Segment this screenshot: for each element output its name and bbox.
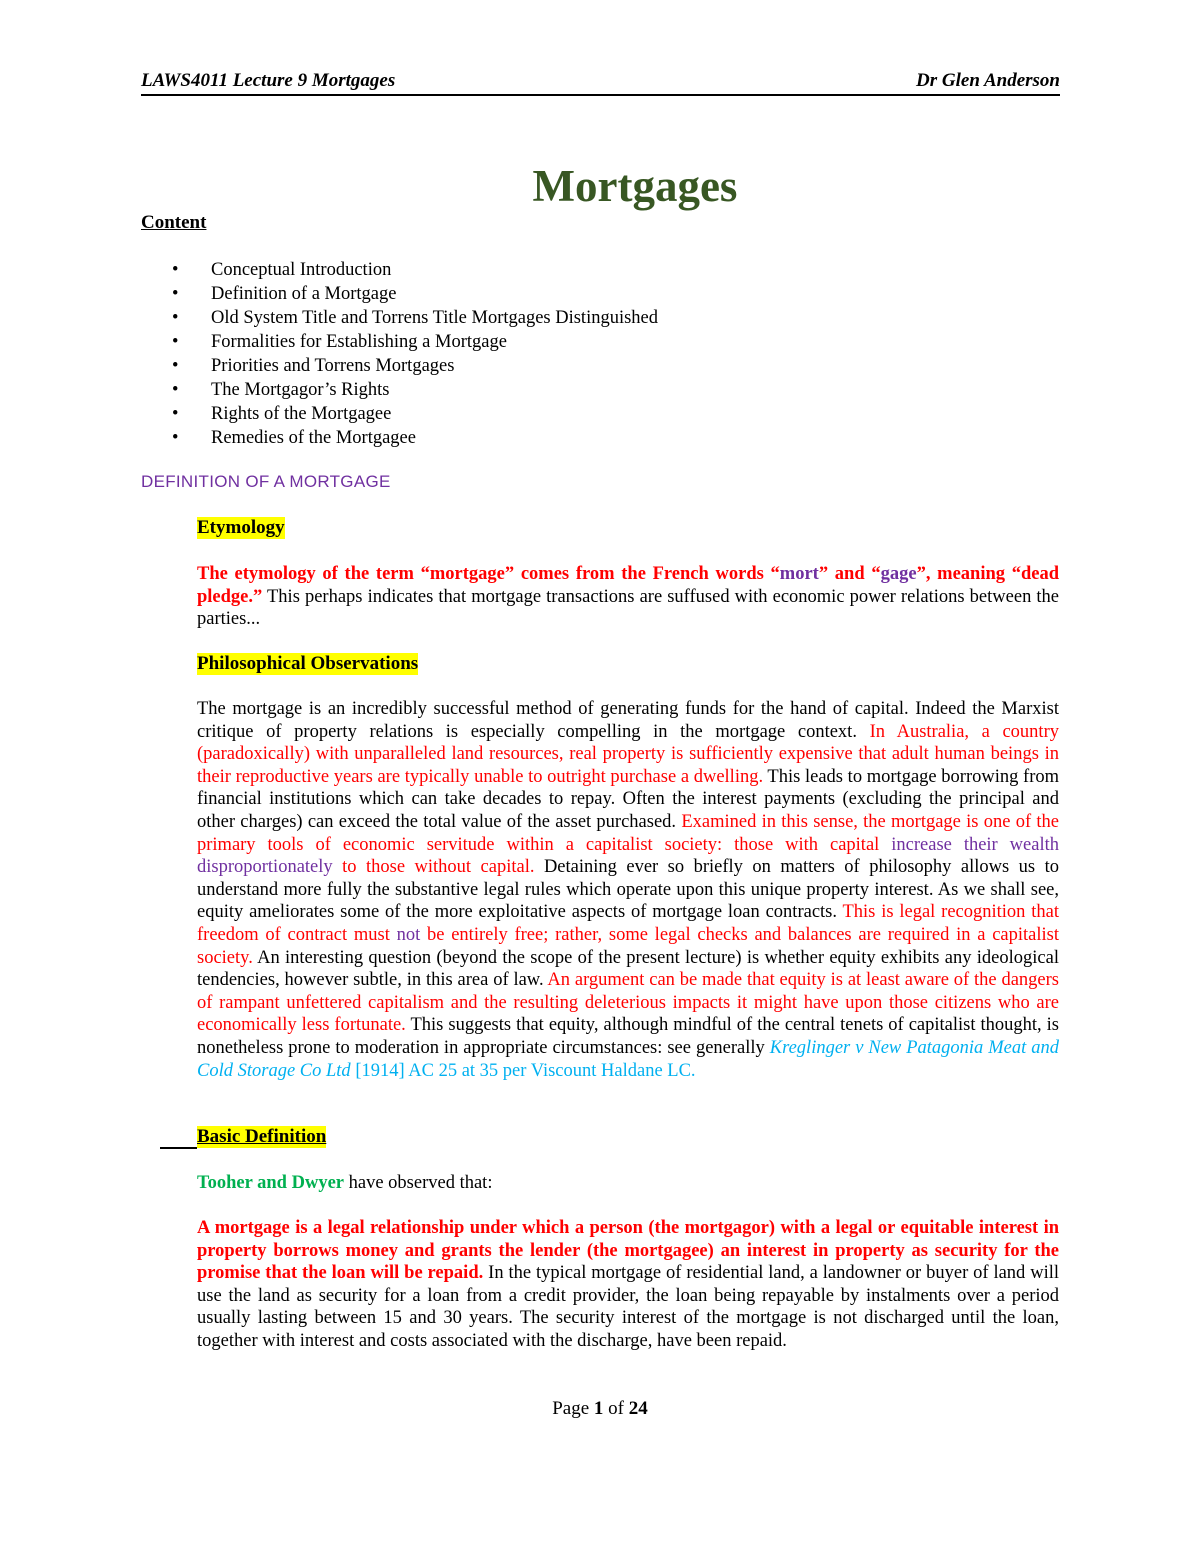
text-run: to those without capital. [332,857,535,878]
authors-intro: have observed that: [344,1173,493,1193]
list-item-label: Old System Title and Torrens Title Mortgages Distinguished [211,308,659,328]
text-run: increase their wealth disproportionately [197,834,1059,878]
text-run: The mortgage is an incredibly successful method of generating funds for the hand of capital. Indeed the Marxist critique of property relations is especially compelling in the mortgage context. [197,699,1059,742]
case-name: Kreglinger v New Patagonia Meat and Cold Storage Co Ltd [197,1037,1059,1081]
bullet-icon: • [172,428,179,448]
list-item [172,330,658,354]
authors-line [197,1172,1059,1195]
list-item [172,426,658,450]
etymology-lead: The etymology of the term “mortgage” comes from the French words “ [197,564,780,584]
list-item [172,306,658,330]
list-item [172,258,658,282]
footer-page-total: 24 [628,1398,648,1419]
footer-page-word: Page [552,1398,594,1419]
text-run: This suggests that equity, although mindful of the central tenets of capitalist thought, is nonetheless prone to moderation in appropriate circumstances: see generally [197,1015,1059,1058]
text-run: Detaining ever so briefly on matters of philosophy allows us to understand more fully the substantive legal rules which operate upon this unique property interest. As we shall see, equity ameliorates some of the more exploitative aspects of mortgage loan contracts. [197,857,1059,923]
list-item-label: Rights of the Mortgagee [211,404,392,424]
etymology-heading: Etymology [197,517,285,538]
list-item [172,354,658,378]
philosophy-paragraph [197,698,1059,1082]
section-heading: DEFINITION OF A MORTGAGE [141,472,391,491]
document-title: Mortgages [532,161,738,211]
contents-list [172,258,658,450]
text-run: In Australia, a country (paradoxically) with unparalleled land resources, real property is sufficiently expensive that adult human beings in their reproductive years are typically unable to outright purchase a dwelling. [197,721,1059,787]
page-footer [0,1398,1200,1420]
header-author: Dr Glen Anderson [916,70,1060,91]
text-run: This is legal recognition that freedom of contract must [197,902,1059,945]
list-item [172,282,658,306]
content-label: Content [141,212,207,233]
authors-name: Tooher and Dwyer [197,1173,344,1193]
list-item [172,378,658,402]
word-gage: gage [880,564,917,584]
list-item [172,402,658,426]
etymology-comment: This perhaps indicates that mortgage transactions are suffused with economic power relations between the parties... [197,586,1059,630]
definition-paragraph [197,1217,1059,1353]
bullet-icon: • [172,260,179,280]
list-item-label: Remedies of the Mortgagee [211,428,416,448]
list-item-label: Formalities for Establishing a Mortgage [211,332,507,352]
etymology-meaning: ”, meaning “dead pledge.” [197,564,1060,607]
word-mort: mort [779,564,819,584]
footer-page-number: 1 [593,1398,604,1419]
running-header [141,70,1060,96]
text-run: An argument can be made that equity is at least aware of the dangers of rampant unfettered capitalism and the resulting deleterious impacts it might have upon those citizens who are economically less fortunate. [197,970,1059,1036]
text-run: An interesting question (beyond the scope of the present lecture) is whether equity exhibits any ideological tendencies, however subtle, in this area of law. [197,947,1059,991]
bullet-icon: • [172,356,179,376]
list-item-label: The Mortgagor’s Rights [211,380,390,400]
bullet-icon: • [172,284,179,304]
text-run: be entirely free; rather, some legal checks and balances are required in a capitalist society. [197,924,1059,968]
text-run: not [396,924,421,945]
footer-of-word: of [603,1398,629,1419]
bullet-icon: • [172,404,179,424]
etymology-paragraph [197,563,1059,631]
bullet-icon: • [172,380,179,400]
underline-stub [160,1147,197,1149]
bullet-icon: • [172,332,179,352]
list-item-label: Priorities and Torrens Mortgages [211,356,455,376]
list-item-label: Conceptual Introduction [211,260,392,280]
basic-definition-heading: Basic Definition [197,1126,327,1147]
etymology-joiner: ” and “ [818,564,881,584]
header-course: LAWS4011 Lecture 9 Mortgages [141,70,396,91]
bullet-icon: • [172,308,179,328]
philosophy-heading: Philosophical Observations [197,653,419,674]
case-citation: [1914] AC 25 at 35 per Viscount Haldane LC. [350,1060,696,1081]
definition-explanation: In the typical mortgage of residential land, a landowner or buyer of land will use the land as security for a loan from a credit provider, the loan being repayable by instalments over a period usually lasting between 15 and 30 years. The security interest of the mortgage is not discharged until the loan, together with interest and costs associated with the discharge, have been repaid. [197,1263,1059,1351]
text-run: Examined in this sense, the mortgage is one of the primary tools of economic servitude within a capitalist society: those with capital [197,811,1059,855]
list-item-label: Definition of a Mortgage [211,284,397,304]
definition-quote: A mortgage is a legal relationship under which a person (the mortgagor) with a legal or equitable interest in property borrows money and grants the lender (the mortgagee) an interest in property as security for the promise that the loan will be repaid. [197,1218,1059,1284]
text-run: This leads to mortgage borrowing from financial institutions which can take decades to repay. Often the interest payments (excluding the principal and other charges) can exceed the total value of the asset purchased. [197,766,1059,832]
